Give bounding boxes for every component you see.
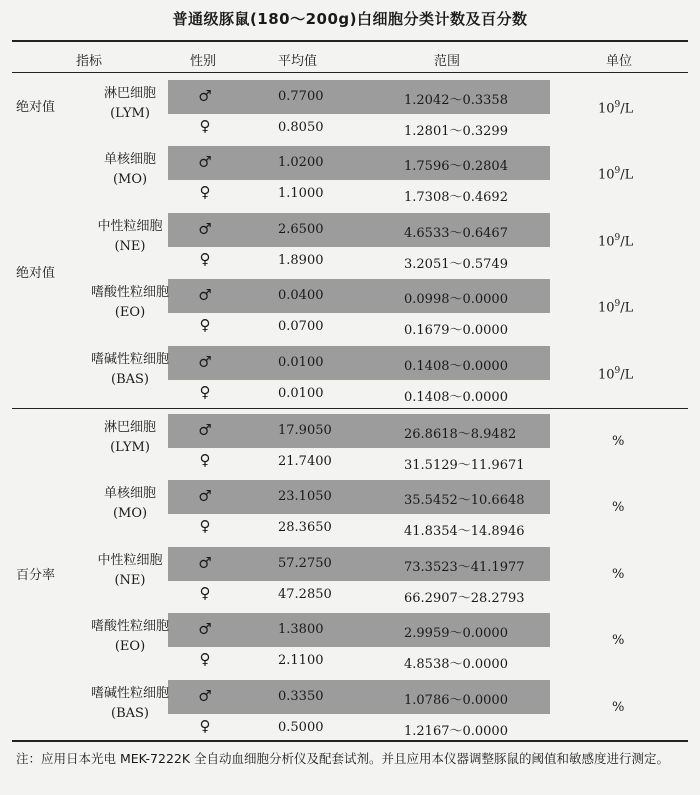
male-mean-value: 0.3350 bbox=[278, 688, 324, 704]
female-symbol: ♀ bbox=[199, 249, 211, 268]
unit-exponent: 9 bbox=[614, 365, 621, 376]
male-range-value: 1.2042～0.3358 bbox=[404, 93, 508, 108]
indicator-name: 嗜酸性粒细胞 bbox=[90, 619, 169, 635]
female-range-value: 66.2907～28.2793 bbox=[404, 590, 525, 606]
female-range-value: 1.7308～0.4692 bbox=[404, 190, 508, 206]
male-symbol: ♂ bbox=[198, 553, 212, 572]
indicator-abbr: (NE) bbox=[114, 238, 146, 254]
indicator-abbr: (LYM) bbox=[110, 440, 150, 455]
female-mean-value: 28.3650 bbox=[278, 520, 332, 536]
female-range-value: 31.5129～11.9671 bbox=[404, 458, 525, 473]
unit-cell: % bbox=[612, 566, 625, 582]
female-mean-value: 0.5000 bbox=[278, 719, 324, 735]
male-symbol: ♂ bbox=[198, 487, 212, 506]
female-symbol: ♀ bbox=[199, 382, 211, 401]
female-range-value: 0.1679～0.0000 bbox=[404, 323, 508, 339]
male-mean-value: 1.3800 bbox=[278, 622, 324, 638]
header-range: 范围 bbox=[434, 54, 461, 69]
male-mean-value: 0.0100 bbox=[278, 354, 324, 370]
indicator-abbr: (BAS) bbox=[111, 705, 149, 721]
female-mean-value: 1.1000 bbox=[278, 186, 324, 202]
female-mean-value: 21.7400 bbox=[278, 454, 332, 469]
indicator-cell bbox=[66, 617, 194, 657]
female-symbol: ♀ bbox=[199, 316, 211, 335]
unit-cell: % bbox=[612, 500, 625, 516]
unit-cell bbox=[598, 299, 633, 315]
indicator-cell bbox=[66, 84, 194, 124]
header-unit: 单位 bbox=[606, 54, 633, 69]
male-range-value: 0.1408～0.0000 bbox=[404, 358, 508, 374]
indicator-abbr: (MO) bbox=[112, 506, 148, 522]
male-symbol: ♂ bbox=[198, 686, 212, 705]
unit-cell: % bbox=[612, 434, 625, 449]
female-symbol: ♀ bbox=[199, 583, 211, 602]
male-symbol: ♂ bbox=[198, 352, 212, 371]
indicator-name: 嗜碱性粒细胞 bbox=[90, 685, 169, 701]
female-symbol: ♀ bbox=[199, 451, 211, 469]
indicator-cell bbox=[66, 350, 194, 390]
indicator-abbr: (EO) bbox=[114, 305, 146, 321]
group-label-percent: 百分率 bbox=[16, 568, 56, 583]
male-mean-value: 2.6500 bbox=[278, 221, 324, 237]
indicator-abbr: (BAS) bbox=[111, 371, 149, 387]
group-label-absolute: 绝对值 bbox=[16, 266, 56, 281]
male-range-value: 73.3523～41.1977 bbox=[404, 559, 525, 575]
unit-cell bbox=[598, 233, 633, 249]
male-range-value: 35.5452～10.6648 bbox=[404, 493, 525, 509]
indicator-cell bbox=[66, 217, 194, 257]
header-rule bbox=[12, 72, 688, 73]
female-symbol: ♀ bbox=[199, 183, 211, 202]
indicator-cell bbox=[66, 684, 194, 724]
bottom-rule bbox=[12, 740, 688, 742]
unit-cell: % bbox=[612, 633, 625, 649]
male-symbol: ♂ bbox=[198, 421, 212, 439]
male-range-value: 0.0998～0.0000 bbox=[404, 292, 508, 308]
indicator-name: 单核细胞 bbox=[103, 486, 156, 502]
female-symbol: ♀ bbox=[199, 650, 211, 669]
male-range-value: 1.7596～0.2804 bbox=[404, 159, 508, 175]
unit-suffix: /L bbox=[620, 366, 634, 382]
female-mean-value: 0.0100 bbox=[278, 385, 324, 401]
indicator-name: 淋巴细胞 bbox=[103, 86, 156, 101]
male-range-value: 26.8618～8.9482 bbox=[404, 427, 517, 442]
header-indicator: 指标 bbox=[76, 54, 103, 69]
male-mean-value: 57.2750 bbox=[278, 555, 332, 571]
unit-cell: % bbox=[612, 699, 625, 715]
male-symbol: ♂ bbox=[198, 219, 212, 238]
unit-base: 10 bbox=[598, 300, 615, 316]
female-mean-value: 0.8050 bbox=[278, 120, 324, 135]
indicator-abbr: (LYM) bbox=[110, 106, 150, 121]
female-mean-value: 0.0700 bbox=[278, 319, 324, 335]
unit-cell bbox=[598, 366, 633, 382]
male-mean-value: 0.0400 bbox=[278, 288, 324, 304]
table-note: 注：应用日本光电 MEK-7222K 全自动血细胞分析仪及配套试剂。并且应用本仪器调整豚鼠的阈值和敏感度进行测定。 bbox=[16, 751, 670, 766]
section-rule bbox=[12, 408, 688, 409]
unit-exponent: 9 bbox=[614, 299, 621, 310]
male-mean-value: 0.7700 bbox=[278, 89, 324, 104]
male-symbol: ♂ bbox=[198, 286, 212, 305]
unit-base: 10 bbox=[598, 366, 615, 382]
male-range-value: 4.6533～0.6467 bbox=[404, 225, 508, 241]
unit-exponent: 9 bbox=[614, 232, 621, 243]
male-symbol: ♂ bbox=[198, 153, 212, 172]
unit-cell bbox=[598, 166, 633, 182]
male-range-value: 1.0786～0.0000 bbox=[404, 692, 508, 708]
top-rule bbox=[12, 40, 688, 42]
female-symbol: ♀ bbox=[199, 716, 211, 735]
female-range-value: 4.8538～0.0000 bbox=[404, 657, 508, 673]
table-title: 普通级豚鼠(180～200g)白细胞分类计数及百分数 bbox=[172, 10, 528, 28]
indicator-abbr: (MO) bbox=[112, 172, 148, 188]
group-label-absolute-top: 绝对值 bbox=[16, 100, 56, 115]
male-mean-value: 17.9050 bbox=[278, 423, 332, 438]
female-range-value: 1.2801～0.3299 bbox=[404, 124, 508, 139]
indicator-name: 嗜碱性粒细胞 bbox=[90, 351, 169, 367]
indicator-cell bbox=[66, 150, 194, 190]
female-mean-value: 2.1100 bbox=[278, 653, 324, 669]
unit-exponent: 9 bbox=[614, 100, 621, 110]
unit-suffix: /L bbox=[620, 167, 634, 183]
female-mean-value: 1.8900 bbox=[278, 252, 324, 268]
indicator-abbr: (EO) bbox=[114, 639, 146, 655]
indicator-cell bbox=[66, 484, 194, 524]
female-mean-value: 47.2850 bbox=[278, 586, 332, 602]
header-mean: 平均值 bbox=[278, 54, 318, 69]
indicator-name: 嗜酸性粒细胞 bbox=[90, 285, 169, 301]
male-symbol: ♂ bbox=[198, 620, 212, 639]
female-range-value: 3.2051～0.5749 bbox=[404, 256, 508, 272]
unit-base: 10 bbox=[598, 101, 615, 117]
female-symbol: ♀ bbox=[199, 117, 211, 135]
female-range-value: 1.2167～0.0000 bbox=[404, 723, 508, 739]
indicator-name: 淋巴细胞 bbox=[103, 420, 156, 435]
unit-exponent: 9 bbox=[614, 166, 621, 177]
indicator-cell bbox=[66, 283, 194, 323]
male-range-value: 2.9959～0.0000 bbox=[404, 626, 508, 642]
female-range-value: 0.1408～0.0000 bbox=[404, 389, 508, 405]
indicator-cell bbox=[66, 551, 194, 591]
male-symbol: ♂ bbox=[198, 87, 212, 105]
unit-suffix: /L bbox=[620, 101, 634, 117]
indicator-name: 中性粒细胞 bbox=[97, 218, 163, 234]
female-symbol: ♀ bbox=[199, 517, 211, 536]
unit-base: 10 bbox=[598, 234, 615, 250]
female-range-value: 41.8354～14.8946 bbox=[404, 524, 525, 540]
male-mean-value: 23.1050 bbox=[278, 489, 332, 505]
unit-suffix: /L bbox=[620, 300, 634, 316]
male-mean-value: 1.0200 bbox=[278, 155, 324, 171]
unit-suffix: /L bbox=[620, 234, 634, 250]
indicator-cell bbox=[66, 418, 194, 458]
indicator-name: 中性粒细胞 bbox=[97, 552, 163, 568]
indicator-name: 单核细胞 bbox=[103, 152, 156, 168]
indicator-abbr: (NE) bbox=[114, 572, 146, 588]
unit-cell bbox=[598, 100, 633, 116]
unit-base: 10 bbox=[598, 167, 615, 183]
header-sex: 性别 bbox=[190, 54, 217, 69]
